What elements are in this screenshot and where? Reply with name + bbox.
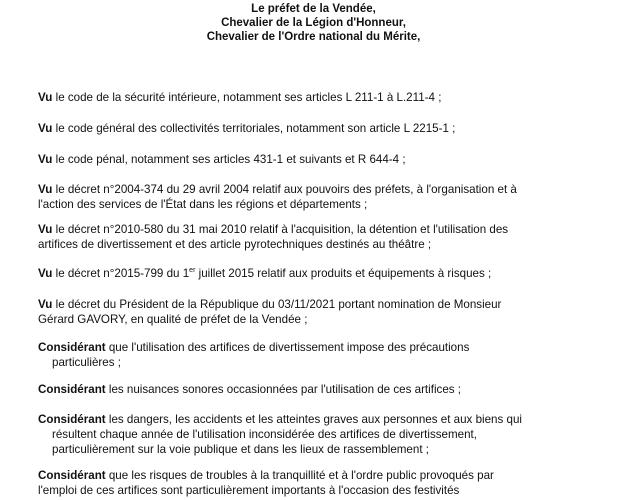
paragraph-text: le décret n°2015-799 du 1 [52,267,190,280]
paragraph-line-2: résultent chaque année de l'utilisation inconsidérée des artifices de divertissement, [52,428,477,441]
considerant-nuisances [38,382,586,397]
paragraph-line-2: l'emploi de ces artifices sont particulièrement importants à l'occasion des festivités [38,484,460,497]
considerant-keyword: Considérant [38,469,106,482]
considerant-keyword: Considérant [38,383,106,396]
header-line-merite: Chevalier de l'Ordre national du Mérite, [206,31,421,43]
superscript-er: er [189,267,196,275]
paragraph-line-2: artifices de divertissement et des article pyrotechniques destinés au théâtre ; [38,238,432,251]
paragraph-text: les dangers, les accidents et les atteintes graves aux personnes et aux biens qui [105,413,522,426]
paragraph-text: le décret n°2010-580 du 31 mai 2010 relatif à l'acquisition, la détention et l'utilisation des [52,223,509,236]
vu-keyword: Vu [38,267,53,280]
header-line-legion: Chevalier de la Légion d'Honneur, [221,17,406,29]
vu-decret-2010 [38,222,586,252]
paragraph-text: le code pénal, notamment ses articles 431-1 et suivants et R 644-4 ; [52,153,406,166]
considerant-dangers [38,412,586,457]
paragraph-line-1 [38,222,586,237]
vu-keyword: Vu [38,122,53,135]
paragraph-line-1 [38,340,586,355]
paragraph-line-3: particulièrement sur la voie publique et dans les lieux de rassemblement ; [52,443,429,456]
considerant-keyword: Considérant [38,413,106,426]
vu-collectivites [38,121,586,136]
paragraph-text: le décret du Président de la République du 03/11/2021 portant nomination de Monsieur [52,298,502,311]
paragraph-text: le code général des collectivités territoriales, notamment son article L 2215-1 ; [52,122,456,135]
vu-decret-nomination [38,297,586,327]
paragraph-text: le code de la sécurité intérieure, notamment ses articles L 211-1 à L.211-4 ; [52,91,442,104]
paragraph-text: que les risques de troubles à la tranquillité et à l'ordre public provoqués par [105,469,494,482]
paragraph-line-1 [38,412,586,427]
paragraph-line-1 [38,468,586,483]
considerant-troubles [38,468,586,498]
paragraph-line-2: particulières ; [52,356,121,369]
vu-securite-interieure [38,90,586,105]
paragraph-text-cont: juillet 2015 relatif aux produits et équipements à risques ; [195,267,492,280]
vu-decret-2004 [38,182,586,212]
header-line-prefet: Le préfet de la Vendée, [251,3,376,15]
paragraph-line-2: l'action des services de l'État dans les régions et départements ; [38,198,368,211]
vu-keyword: Vu [38,298,53,311]
document-header [0,2,627,44]
vu-keyword: Vu [38,183,53,196]
paragraph-text: les nuisances sonores occasionnées par l'utilisation de ces artifices ; [105,383,462,396]
considerant-precautions [38,340,586,370]
paragraph-line-1 [38,297,586,312]
vu-code-penal [38,152,586,167]
paragraph-line-2: Gérard GAVORY, en qualité de préfet de la Vendée ; [38,313,308,326]
paragraph-line-1 [38,182,586,197]
paragraph-text: que l'utilisation des artifices de divertissement impose des précautions [105,341,470,354]
considerant-keyword: Considérant [38,341,106,354]
paragraph-text: le décret n°2004-374 du 29 avril 2004 relatif aux pouvoirs des préfets, à l'organisation et à [52,183,517,196]
vu-keyword: Vu [38,91,53,104]
vu-keyword: Vu [38,223,53,236]
vu-decret-2015 [38,266,586,281]
vu-keyword: Vu [38,153,53,166]
